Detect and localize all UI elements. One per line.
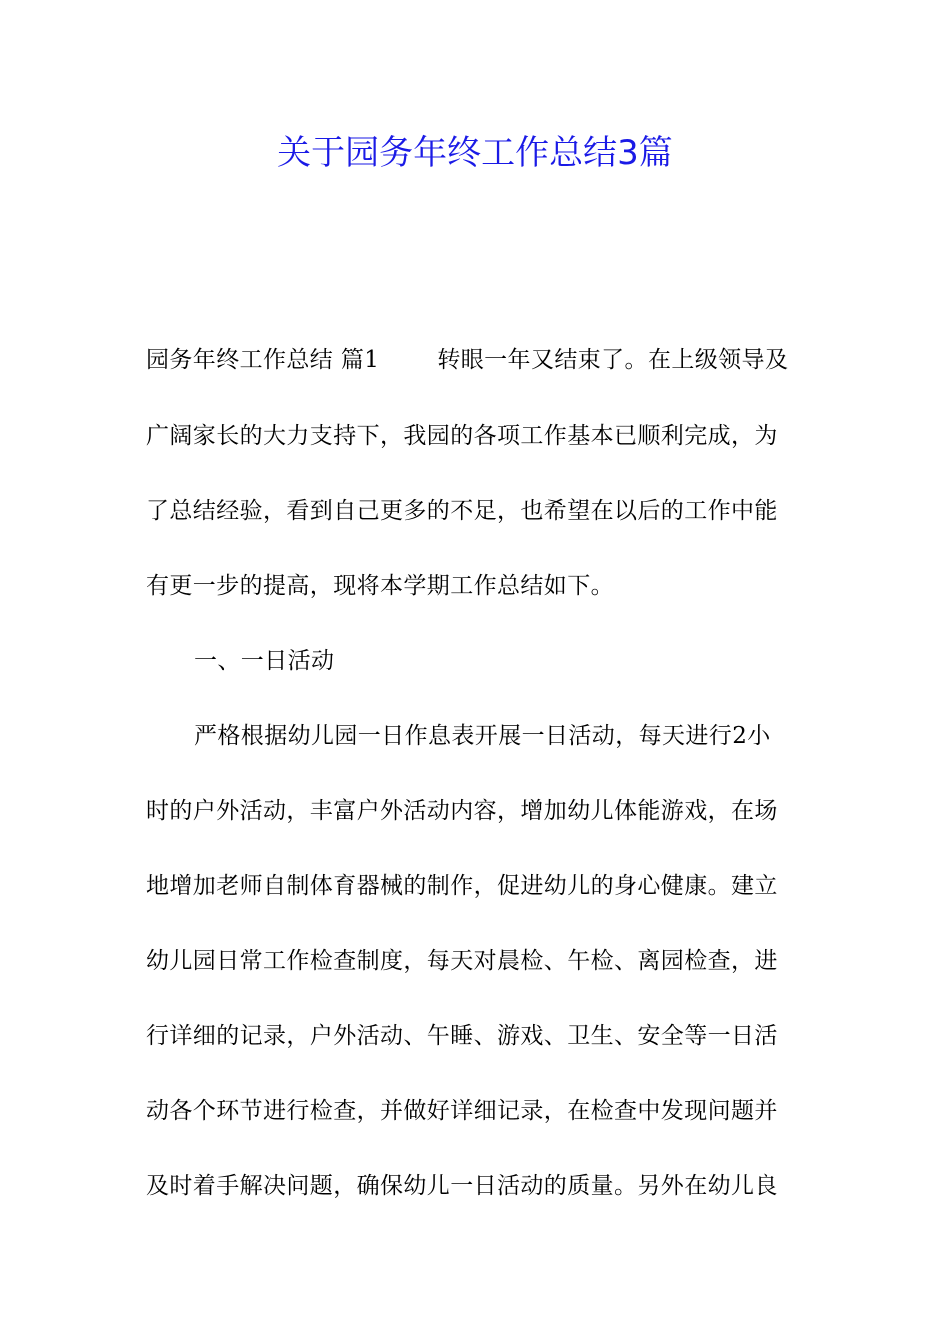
text-line-6: 严格根据幼儿园一日作息表开展一日活动，每天进行2小 <box>194 723 771 749</box>
text-line-4: 有更一步的提高，现将本学期工作总结如下。 <box>146 573 614 599</box>
section-heading: 一、一日活动 <box>194 648 335 674</box>
section-label: 园务年终工作总结 篇1 <box>146 347 380 373</box>
text-line-2: 广阔家长的大力支持下，我园的各项工作基本已顺利完成，为 <box>146 423 778 449</box>
text-line-3: 了总结经验，看到自己更多的不足，也希望在以后的工作中能 <box>146 498 778 524</box>
text-line-1 <box>146 340 816 380</box>
document-title: 关于园务年终工作总结3篇 <box>277 133 673 173</box>
text-line-9: 幼儿园日常工作检查制度，每天对晨检、午检、离园检查，进 <box>146 948 778 974</box>
text-line-10: 行详细的记录，户外活动、午睡、游戏、卫生、安全等一日活 <box>146 1023 778 1049</box>
text-line-12: 及时着手解决问题，确保幼儿一日活动的质量。另外在幼儿良 <box>146 1173 778 1199</box>
paragraph-text: 转眼一年又结束了。在上级领导及 <box>437 347 789 373</box>
text-line-8: 地增加老师自制体育器械的制作，促进幼儿的身心健康。建立 <box>146 873 778 899</box>
text-line-7: 时的户外活动，丰富户外活动内容，增加幼儿体能游戏，在场 <box>146 798 778 824</box>
text-line-11: 动各个环节进行检查，并做好详细记录，在检查中发现问题并 <box>146 1098 778 1124</box>
